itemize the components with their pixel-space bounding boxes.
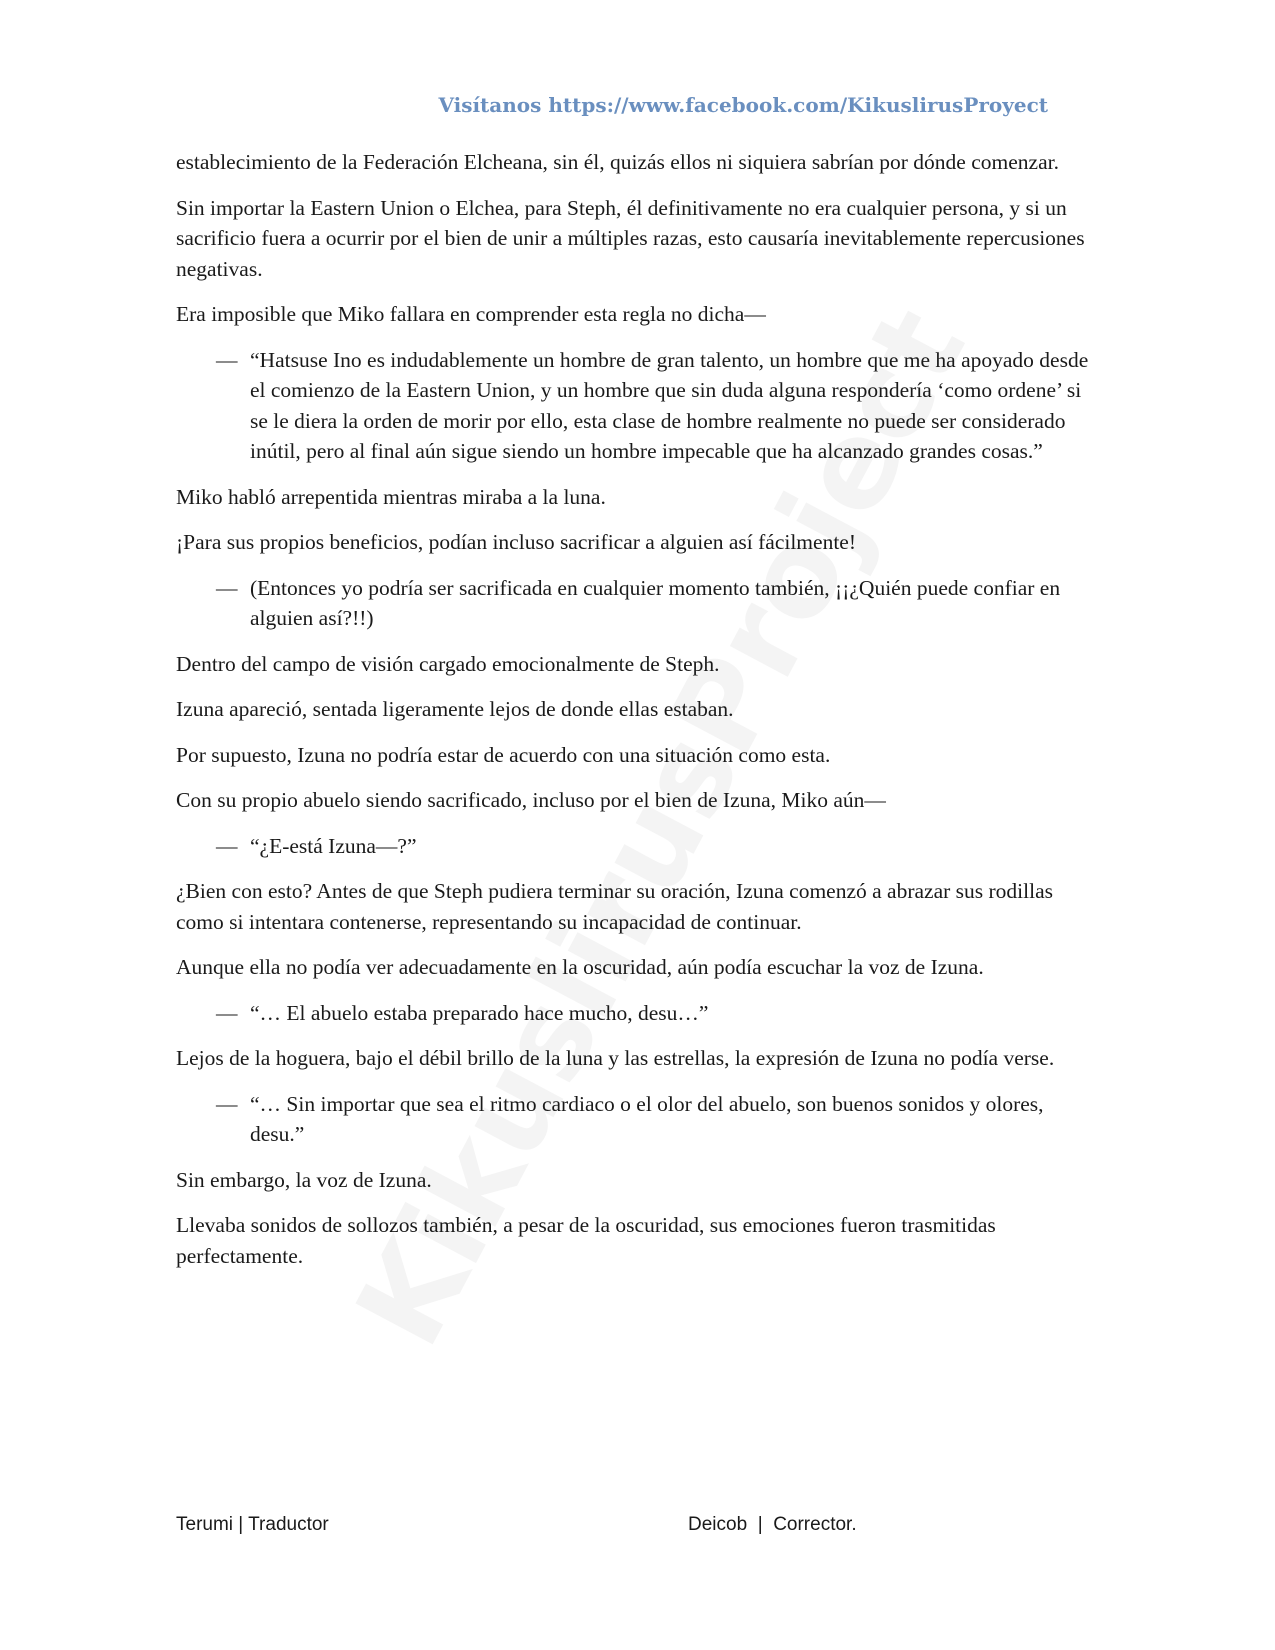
dialog-dash: —: [216, 833, 238, 858]
paragraph: Con su propio abuelo siendo sacrificado, incluso por el bien de Izuna, Miko aún—: [176, 788, 886, 812]
paragraph: Sin importar la Eastern Union o Elchea, para Steph, él definitivamente no era cualquier persona, y si un sacrificio fuera a ocurrir por el bien de unir a múltiples razas, esto causaría inevitablemente repercusiones negativas.: [176, 195, 1085, 281]
dialog-line: [176, 1089, 1096, 1150]
paragraph: establecimiento de la Federación Elcheana, sin él, quizás ellos ni siquiera sabrían por dónde comenzar.: [176, 150, 1059, 174]
dialog-text: (Entonces yo podría ser sacrificada en cualquier momento también, ¡¡¿Quién puede confiar en alguien así?!!): [250, 575, 1061, 630]
dialog-line: [176, 345, 1096, 467]
paragraph: Dentro del campo de visión cargado emocionalmente de Steph.: [176, 651, 720, 676]
paragraph: ¿Bien con esto? Antes de que Steph pudiera terminar su oración, Izuna comenzó a abrazar sus rodillas como si intentara contenerse, representando su incapacidad de continuar.: [176, 879, 1054, 934]
dialog-text: “¿E-está Izuna—?”: [250, 833, 417, 858]
paragraph: Miko habló arrepentida mientras miraba a la luna.: [176, 484, 606, 509]
paragraph: Sin embargo, la voz de Izuna.: [176, 1167, 432, 1192]
paragraph: Aunque ella no podía ver adecuadamente en la oscuridad, aún podía escuchar la voz de Izuna.: [176, 955, 984, 979]
dialog-text: “… Sin importar que sea el ritmo cardiaco o el olor del abuelo, son buenos sonidos y olores, desu.”: [250, 1091, 1044, 1146]
dialog-dash: —: [216, 1000, 238, 1025]
dialog-dash: —: [216, 575, 238, 600]
dialog-dash: —: [216, 347, 238, 372]
paragraph: Era imposible que Miko fallara en comprender esta regla no dicha—: [176, 302, 766, 326]
dialog-line: [176, 998, 1096, 1029]
dialog-line: [176, 831, 1096, 862]
header-facebook-link[interactable]: Visítanos https://www.facebook.com/KikuslirusProyect: [438, 93, 1048, 117]
paragraph: Lejos de la hoguera, bajo el débil brillo de la luna y las estrellas, la expresión de Izuna no podía verse.: [176, 1046, 1055, 1070]
paragraph: Izuna apareció, sentada ligeramente lejos de donde ellas estaban.: [176, 697, 734, 721]
footer-corrector: Deicob | Corrector.: [688, 1514, 857, 1535]
dialog-line: [176, 573, 1096, 634]
paragraph: Por supuesto, Izuna no podría estar de acuerdo con una situación como esta.: [176, 742, 831, 767]
footer-translator: Terumi | Traductor: [176, 1514, 329, 1535]
document-body: [176, 147, 1096, 1286]
paragraph: ¡Para sus propios beneficios, podían incluso sacrificar a alguien así fácilmente!: [176, 530, 857, 554]
paragraph: Llevaba sonidos de sollozos también, a pesar de la oscuridad, sus emociones fueron trasmitidas perfectamente.: [176, 1213, 996, 1268]
dialog-text: “… El abuelo estaba preparado hace mucho, desu…”: [250, 1000, 709, 1025]
dialog-dash: —: [216, 1091, 238, 1116]
dialog-text: “Hatsuse Ino es indudablemente un hombre de gran talento, un hombre que me ha apoyado desde el comienzo de la Eastern Union, y un hombre que sin duda alguna respondería ‘como ordene’ si se le diera la orden de morir por ello, esta clase de hombre realmente no puede ser considerado inútil, pero al final aún sigue siendo un hombre impecable que ha alcanzado grandes cosas.”: [250, 347, 1089, 463]
